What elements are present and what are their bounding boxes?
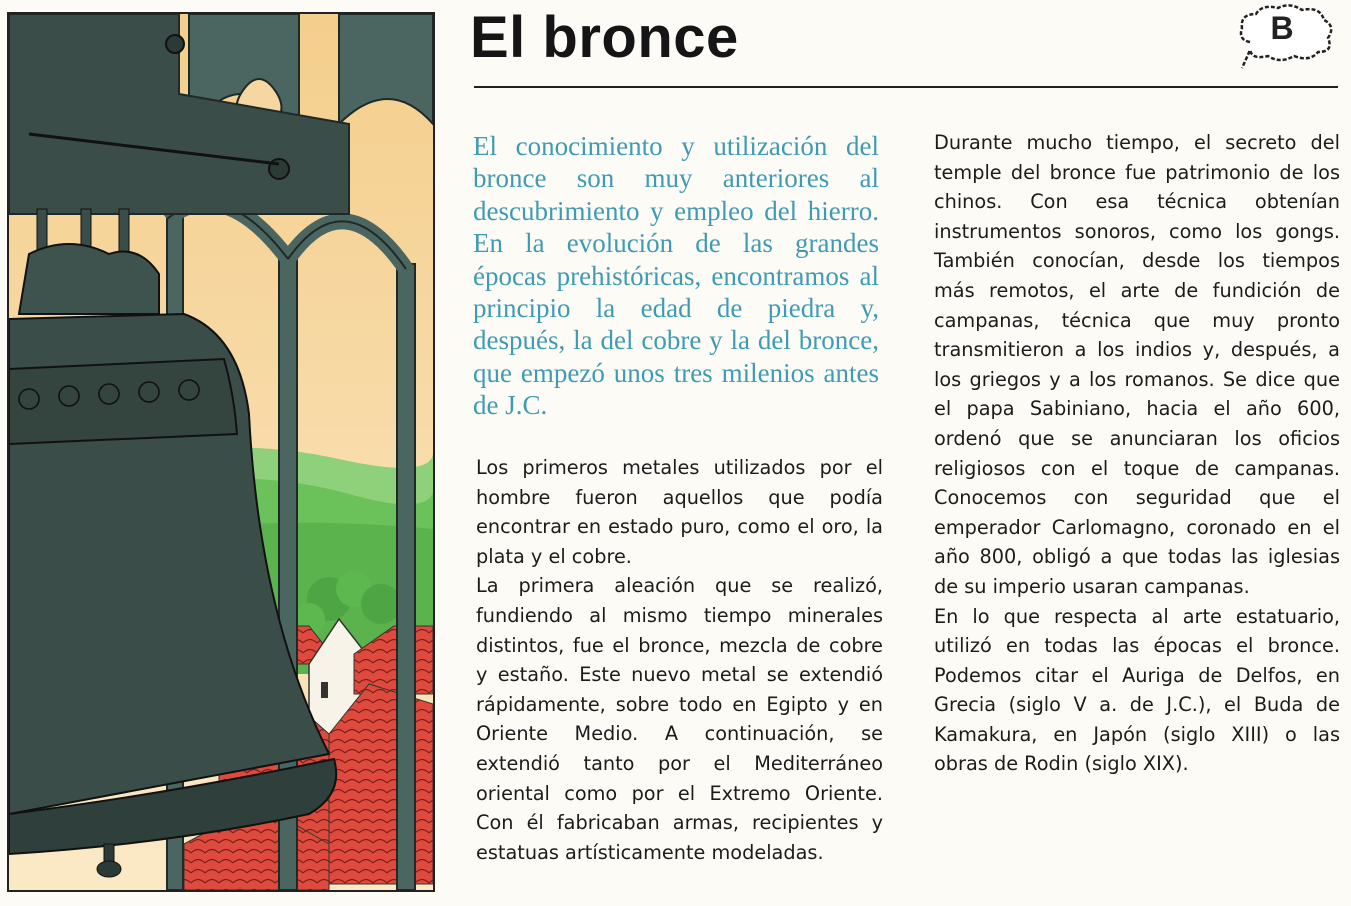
page-title: El bronce <box>470 5 739 70</box>
body-paragraph: La primera aleación que se realizó, fundiendo al mismo tiempo minerales distintos, fue el bronce, mezcla de cobre y estaño. Este nuevo metal se extendió rápidamente, sobre todo en Egipto y en Oriente Medio. A continuación, se extendió tanto por el Mediterráneo oriental como por el Extremo Oriente. Con él fabricaban armas, recipientes y estatuas artísticamente modeladas. <box>476 574 883 864</box>
bell-illustration <box>7 12 435 892</box>
badge-letter: B <box>1270 10 1294 46</box>
right-column <box>934 128 1340 779</box>
title-divider <box>474 86 1338 88</box>
left-column <box>476 453 883 867</box>
body-paragraph: Durante mucho tiempo, el secreto del temple del bronce fue patrimonio de los chinos. Con esa técnica obtenían instrumentos sonoros, como los gongs. También conocían, desde los tiempos más remotos, el arte de fundición de campanas, técnica que muy pronto transmitieron a los indios y, después, a los griegos y a los romanos. Se dice que el papa Sabiniano, hacia el año 600, ordenó que se anunciaran los oficios religiosos con el toque de campanas. Conocemos con seguridad que el emperador Carlomagno, coronado en el año 800, obligó a que todas las iglesias de su imperio usaran campanas. <box>934 131 1340 598</box>
body-paragraph: En lo que respecta al arte estatuario, utilizó en todas las épocas el bronce. Podemos citar el Auriga de Delfos, en Grecia (siglo V a. de J.C.), el Buda de Kamakura, en Japón (siglo XIII) o las obras de Rodin (siglo XIX). <box>934 604 1340 776</box>
body-paragraph: Los primeros metales utilizados por el hombre fueron aquellos que podía encontrar en estado puro, como el oro, la plata y el cobre. <box>476 456 883 568</box>
intro-paragraph: El conocimiento y utilización del bronce son muy anteriores al descubrimiento y empleo del hierro. En la evolución de las grandes épocas prehistóricas, encontramos al principio la edad de piedra y, después, la del cobre y la del bronce, que empezó unos tres milenios antes de J.C. <box>473 131 879 421</box>
section-badge <box>1230 2 1340 72</box>
